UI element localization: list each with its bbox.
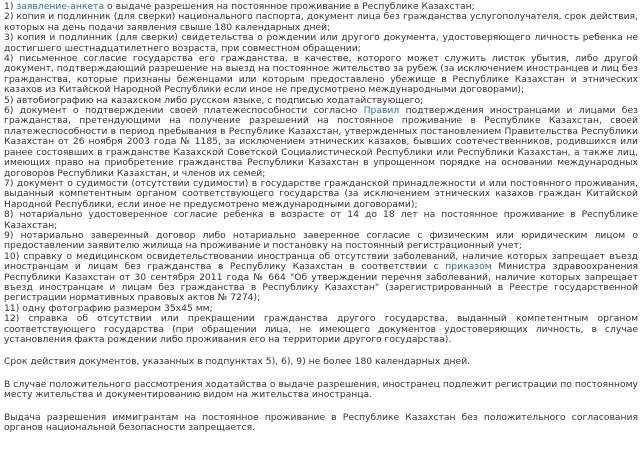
list-item-5: 5) автобиографию на казахском либо русском языке, с подписью ходатайствующего; [4,94,424,106]
list-item-1: 1) заявление-анкета о выдаче разрешения на постоянное проживание в Республике Казахстан; [4,1,475,12]
list-item-2: 2) копия и подлинник (для сверки) национального паспорта, документ лица без гражданства услугополучателя, срок действия, которых на день подачи заявления свыше 180 календарных дней; [4,11,638,33]
application-form-link[interactable]: заявление-анкета [16,1,105,12]
registration-paragraph: В случае положительного рассмотрения ходатайства о выдаче разрешения, иностранец подлежит регистрации по постоянному месту жительства и документированию видом на жительства иностранца. [4,378,638,401]
list-item-3: 3) копия и подлинник (для сверки) свидетельства о рождении или другого документа, удостоверяющего личность ребенка не достигшего шестнадцатилетнего возраста, при совместном обращении; [4,32,638,54]
list-item-6: 6) документ о подтверждении своей платежеспособности согласно Правил подтверждения иностранцами и лицами без гражданства, претендующими на получение разрешений на постоянное проживание в Республике Казахстан, своей платежеспособности в период пребывания в Республике Казахстан, утвержденных постановлением Правительства Республики Казахстан от 26 ноября 2003 года № 1185, за исключением этнических казахов, бывших соотечественников, родившихся или ранее состоявших в гражданстве Казахской Советской Социалистической Республики или Республики Казахстан, а также лиц, имеющих право на приобретение гражданства Республики Казахстан в упрощенном порядке на основании международных договоров Республики Казахстан, и членов их семей; [4,105,638,179]
list-item-12: 12) справка об отсутствии или прекращении гражданства другого государства, выданный компетентным органом соответствующего государства (при обращении лица, не имеющего документов удостоверяющих личность, в случае установления факта рождении либо проживания его на территории другого государства). [4,313,638,345]
list-item-9: 9) нотариально заверенный договор либо нотариально заверенное согласие с физическим или юридическим лицом о предоставлении заявителю жилища на проживание и постановку на постоянный регистрационный учет; [4,229,638,252]
list-item-10: 10) справку о медицинском освидетельствовании иностранца об отсутствии заболеваний, наличие которых запрещает въезд иностранцам и лицам без гражданства в Республику Казахстан в соответствии с приказом Министра здравоохранения Республики Казахстан от 30 сентября 2011 года № 664 "Об утверждении перечня заболеваний, наличие которых запрещает въезд иностранцам и лицам без гражданства в Республику Казахстан" (зарегистрированный в Реестре государственной регистрации нормативных правовых актов № 7274); [4,250,638,304]
order-link[interactable]: приказом [445,261,492,273]
list-item-8: 8) нотариально удостоверенное согласие ребенка в возрасте от 14 до 18 лет на постоянное проживание в Республике Казахстан; [4,209,638,231]
list-item-4: 4) письменное согласие государства его гражданства, в качестве, которого может служить листок убытия, либо другой документ, подтверждающий разрешение на выезд на постоянное жительство за рубеж (за исключением иностранцев и лиц без гражданства, которые признаны беженцами или которым предоставлено убежище в Республике Казахстан и этнических казахов из Китайской Народной Республики если иное не предусмотрено международными договорами); [4,53,638,96]
spacer [4,368,638,380]
rules-link[interactable]: Правил [363,105,400,117]
list-item-11: 11) одну фотографию размером 35х45 мм; [4,302,213,314]
security-paragraph: Выдача разрешения иммигрантам на постоянное проживание в Республике Казахстан без положительного согласования органов национальной безопасности запрещается. [4,411,638,434]
spacer [4,401,638,413]
list-item-7: 7) документ о судимости (отсутствии судимости) в государстве гражданской принадлежности и или постоянного проживания, выданный компетентным органом соответствующего государства (за исключением этнических казахов граждан Китайской Народной Республики, если иное не предусмотрено международными договорами); [4,177,638,210]
validity-paragraph: Срок действия документов, указанных в подпунктах 5), 6), 9) не более 180 календарных дней. [4,356,471,368]
